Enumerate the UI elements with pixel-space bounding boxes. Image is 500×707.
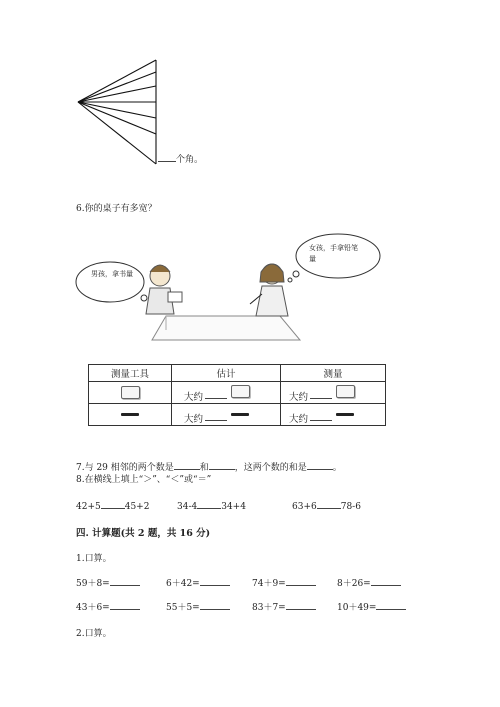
compare-blank[interactable] <box>197 499 221 509</box>
section-4-title: 四. 计算题(共 2 题，共 16 分) <box>76 528 211 539</box>
calc-item: 55＋5= <box>166 600 230 613</box>
answer-blank[interactable] <box>158 152 176 162</box>
angle-answer: 个角。 <box>158 152 203 165</box>
estimate-blank[interactable] <box>205 389 227 399</box>
calc-item: 10＋49= <box>337 600 406 613</box>
table-row <box>89 382 386 404</box>
calc-item: 74＋9= <box>252 576 316 589</box>
compare-item: 63+6 78-6 <box>292 499 361 512</box>
book-icon <box>121 386 140 399</box>
header-tool: 测量工具 <box>89 365 172 382</box>
estimate-label: 大约 <box>184 392 204 403</box>
pencil-icon <box>121 413 139 416</box>
calc-item: 83＋7= <box>252 600 316 613</box>
measure-blank[interactable] <box>310 389 332 399</box>
girl-bubble-text: 女孩，手拿铅笔量 <box>309 244 358 263</box>
compare-item: 42+5 45+2 <box>76 499 149 512</box>
book-icon <box>336 385 355 398</box>
measure-label: 大约 <box>289 414 309 425</box>
estimate-label: 大约 <box>184 414 204 425</box>
calc-item: 43＋6= <box>76 600 140 613</box>
calc-item: 6＋42= <box>166 576 230 589</box>
calc-2-title: 2.口算。 <box>76 629 112 639</box>
calc-item: 8＋26= <box>337 576 401 589</box>
answer-blank[interactable] <box>110 576 140 586</box>
header-measure: 测量 <box>281 365 386 382</box>
angle-figure <box>70 58 160 168</box>
measure-label: 大约 <box>289 392 309 403</box>
boy-figure <box>146 265 182 314</box>
girl-figure <box>250 264 288 316</box>
boy-bubble-text: 男孩，拿书量 <box>91 270 133 278</box>
compare-blank[interactable] <box>317 499 341 509</box>
pencil-icon <box>336 413 354 416</box>
answer-blank[interactable] <box>200 576 230 586</box>
desk <box>152 316 300 340</box>
measurement-table <box>88 364 386 426</box>
book-icon <box>231 385 250 398</box>
question-8-title: 8.在横线上填上“＞”、“＜”或“＝” <box>76 475 212 485</box>
calc-1-title: 1.口算。 <box>76 554 112 564</box>
table-header-row <box>89 365 386 382</box>
answer-blank[interactable] <box>371 576 401 586</box>
answer-blank[interactable] <box>209 460 235 470</box>
pencil-icon <box>231 413 249 416</box>
compare-blank[interactable] <box>101 499 125 509</box>
answer-blank[interactable] <box>286 600 316 610</box>
answer-blank[interactable] <box>376 600 406 610</box>
measure-blank[interactable] <box>310 411 332 421</box>
estimate-blank[interactable] <box>205 411 227 421</box>
header-estimate: 估计 <box>172 365 281 382</box>
answer-blank[interactable] <box>174 460 200 470</box>
question-7: 7.与 29 相邻的两个数是 和 ，这两个数的和是 。 <box>76 460 342 473</box>
question-6-title: 6.你的桌子有多宽？ <box>76 204 157 214</box>
calc-item: 59＋8= <box>76 576 140 589</box>
answer-blank[interactable] <box>307 460 333 470</box>
answer-blank[interactable] <box>200 600 230 610</box>
table-row <box>89 404 386 426</box>
compare-item: 34-4 34+4 <box>177 499 246 512</box>
answer-blank[interactable] <box>286 576 316 586</box>
answer-blank[interactable] <box>110 600 140 610</box>
